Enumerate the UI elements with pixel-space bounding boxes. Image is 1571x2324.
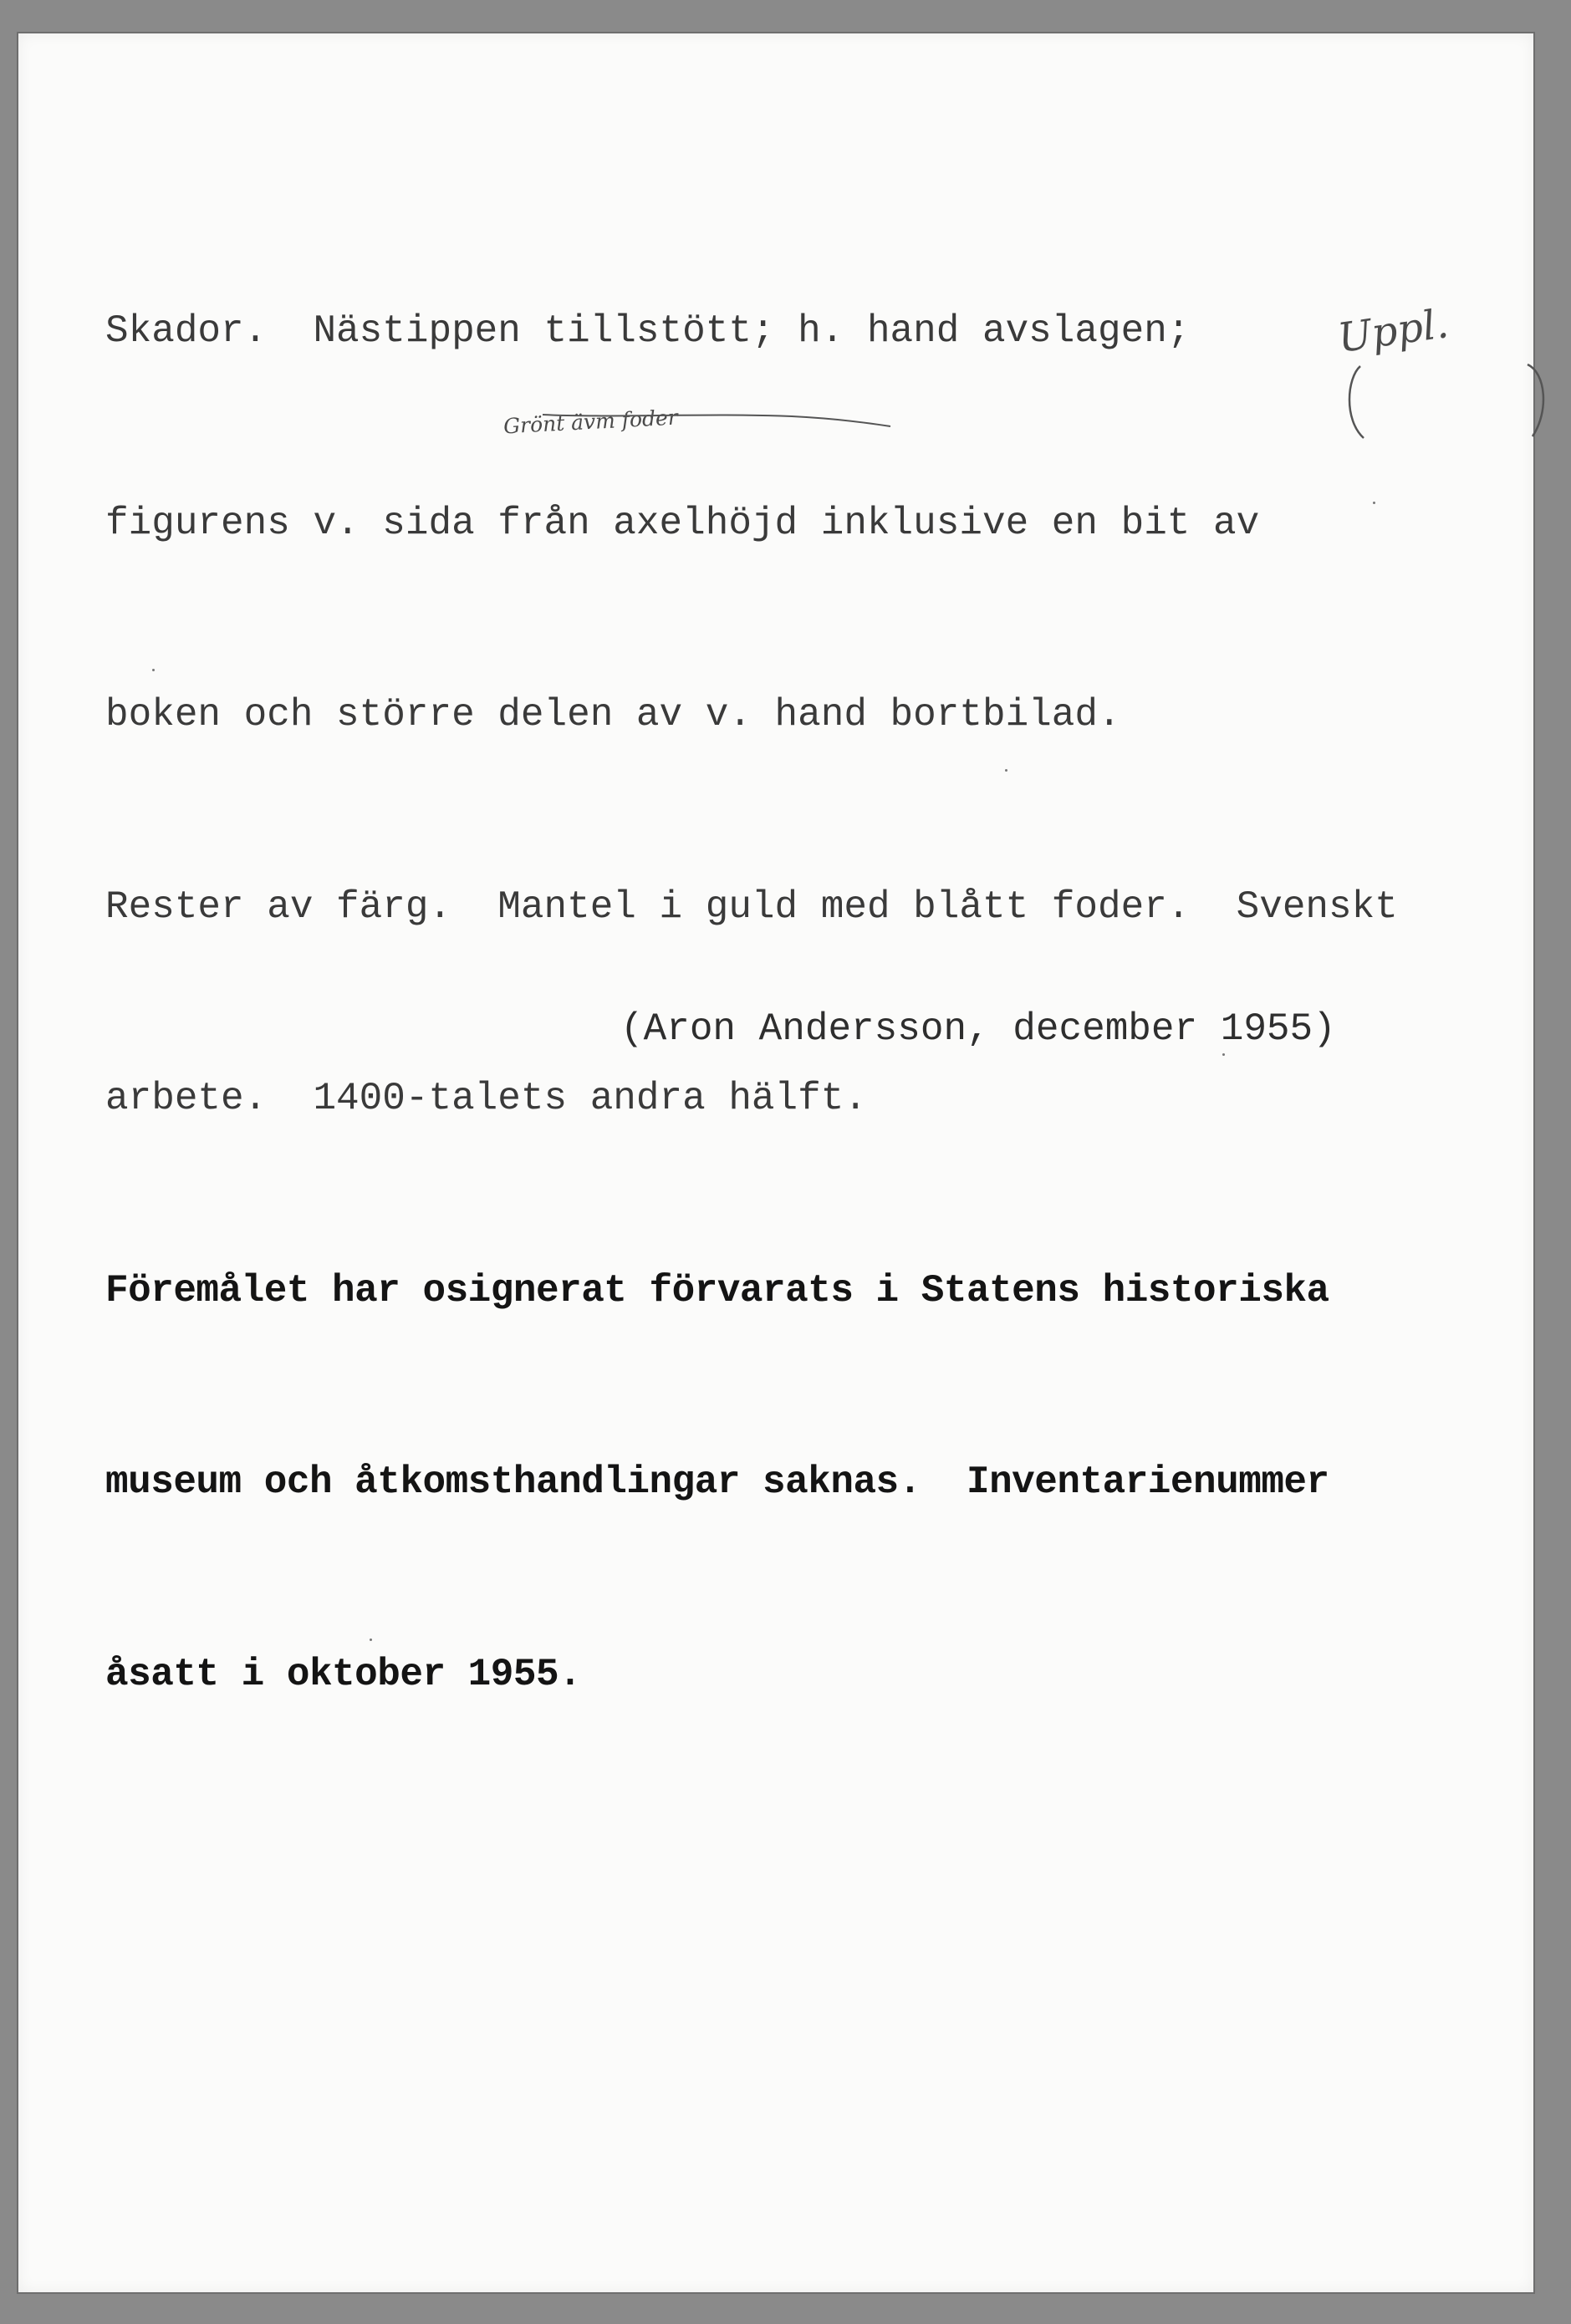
typed-line-2: figurens v. sida från axelhöjd inklusive en bit av [105, 501, 1260, 545]
typed-line-4: Rester av färg. Mantel i guld med blått foder. Svenskt [105, 884, 1398, 929]
typed-line-1: Skador. Nästippen tillstött; h. hand avslagen; [105, 309, 1191, 353]
catalog-card [18, 33, 1533, 2292]
author-signature-line: (Aron Andersson, december 1955) [620, 1007, 1336, 1051]
typed-line-6: Föremålet har osignerat förvarats i Statens historiska [105, 1268, 1329, 1312]
card-text [105, 171, 1543, 1834]
paper-speck [1373, 502, 1375, 504]
paper-speck [1222, 1053, 1225, 1056]
interlinear-handwritten-note: Grönt ävm foder [502, 405, 679, 439]
typed-line-3: boken och större delen av v. hand bortbilad. [105, 693, 1121, 736]
paper-speck [1005, 769, 1007, 772]
typed-line-7: museum och åtkomsthandlingar saknas. Inventarienummer [105, 1460, 1329, 1504]
typed-line-8: åsatt i oktober 1955. [105, 1652, 582, 1696]
margin-handwritten-note: Uppl. [1334, 300, 1451, 362]
paper-speck [370, 1639, 372, 1641]
paper-speck [152, 669, 155, 671]
typed-line-5: arbete. 1400-talets andra hälft. [105, 1077, 867, 1120]
